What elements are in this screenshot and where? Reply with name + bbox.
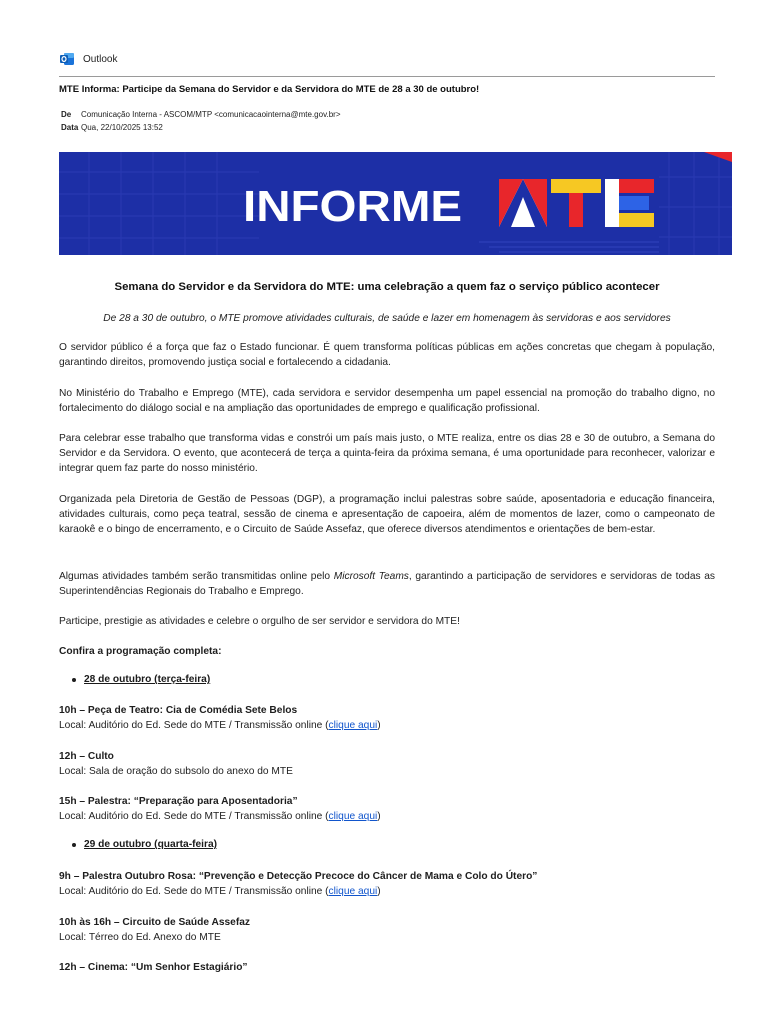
paragraph-3: Para celebrar esse trabalho que transforma vidas e constrói um país mais justo, o MTE realiza, entre os dias 28 e 30 de outubro, a Semana do Servidor e da Servidora. O evento, que acontecerá de terça a quinta-feira da próxima semana, é uma oportunidade para reconhecer, valorizar e integrar quem faz parte do nosso ministério. — [59, 433, 715, 474]
event-item — [59, 869, 537, 899]
day-1-label: 28 de outubro (terça-feira) — [84, 674, 211, 685]
paragraph-6: Participe, prestigie as atividades e celebre o orgulho de ser servidor e servidora do MTE! — [59, 616, 460, 627]
date-value: Qua, 22/10/2025 13:52 — [81, 123, 163, 132]
event-item — [59, 915, 250, 945]
event-location: Local: Sala de oração do subsolo do anexo do MTE — [59, 766, 293, 777]
paragraph-1: O servidor público é a força que faz o Estado funcionar. É quem transforma políticas públicas em ações concretas que chegam à população, garantindo direitos, promovendo justiça social e fortalecendo a cidadania. — [59, 342, 715, 368]
event-item — [59, 794, 381, 824]
paragraph-5-end: , garantindo a participação de servidores e servidoras de todas as Superintendências Regionais do Trabalho e Emprego. — [59, 571, 715, 597]
day-1-heading — [72, 674, 210, 685]
day-2-label: 29 de outubro (quarta-feira) — [84, 839, 218, 850]
stream-link[interactable]: clique aqui — [328, 720, 378, 731]
event-title: 10h – Peça de Teatro: Cia de Comédia Sete Belos — [59, 705, 298, 716]
event-location-close: ) — [377, 720, 381, 731]
from-label: De — [61, 110, 72, 119]
event-title: 12h – Cinema: “Um Senhor Estagiário” — [59, 962, 248, 973]
app-header — [59, 49, 117, 69]
event-title: 9h – Palestra Outubro Rosa: “Prevenção e Detecção Precoce do Câncer de Mama e Colo do Útero” — [59, 871, 538, 882]
teams-mention: Microsoft Teams — [333, 571, 409, 582]
event-item — [59, 960, 248, 975]
event-title: 15h – Palestra: “Preparação para Aposentadoria” — [59, 796, 298, 807]
bullet-icon — [72, 678, 76, 682]
banner-corner-accent — [704, 152, 732, 162]
header-divider — [59, 76, 715, 77]
paragraph-4: Organizada pela Diretoria de Gestão de Pessoas (DGP), a programação inclui palestras sobre saúde, aposentadoria e educação financeira, atividades culturais, como peça teatral, sessão de cinema e apresentação de capoeira, além de momentos de lazer, como o campeonato de karaokê e o bingo de encerramento, e o Circuito de Saúde Assefaz, que oferece diversos atendimentos e orientações de bem-estar. — [59, 494, 715, 535]
event-title: 10h às 16h – Circuito de Saúde Assefaz — [59, 917, 250, 928]
paragraph-5-start: Algumas atividades também serão transmitidas online pelo — [59, 571, 334, 582]
paragraph-5 — [59, 569, 715, 599]
bullet-icon — [72, 843, 76, 847]
date-row — [61, 123, 163, 132]
event-title: 12h – Culto — [59, 751, 114, 762]
paragraph-2: No Ministério do Trabalho e Emprego (MTE), cada servidora e servidor desempenha um papel essencial na promoção do trabalho digno, no fortalecimento do diálogo social e na ampliação das oportunidades de emprego e qualificação profissional. — [59, 388, 715, 414]
stream-link[interactable]: clique aqui — [328, 886, 378, 897]
informe-banner — [59, 152, 732, 255]
date-label: Data — [61, 123, 79, 132]
email-subject: MTE Informa: Participe da Semana do Servidor e da Servidora do MTE de 28 a 30 de outubro! — [59, 84, 480, 95]
day-2-heading — [72, 839, 217, 850]
from-value[interactable]: Comunicação Interna - ASCOM/MTP <comunicacaointerna@mte.gov.br> — [81, 110, 341, 119]
event-location: Local: Térreo do Ed. Anexo do MTE — [59, 932, 221, 943]
event-location: Local: Auditório do Ed. Sede do MTE / Transmissão online ( — [59, 720, 329, 731]
article-headline: Semana do Servidor e da Servidora do MTE: uma celebração a quem faz o serviço público acontecer — [114, 281, 660, 293]
program-heading: Confira a programação completa: — [59, 646, 222, 657]
stream-link[interactable]: clique aqui — [328, 811, 378, 822]
event-location: Local: Auditório do Ed. Sede do MTE / Transmissão online ( — [59, 811, 329, 822]
mte-logo — [499, 179, 654, 227]
banner-title: INFORME — [243, 182, 463, 231]
event-item — [59, 703, 381, 733]
app-name: Outlook — [83, 53, 118, 65]
article-subheadline: De 28 a 30 de outubro, o MTE promove atividades culturais, de saúde e lazer em homenagem às servidoras e aos servidores — [103, 313, 671, 324]
outlook-icon — [59, 51, 75, 67]
event-item — [59, 749, 293, 779]
event-location-close: ) — [377, 886, 381, 897]
event-location: Local: Auditório do Ed. Sede do MTE / Transmissão online ( — [59, 886, 329, 897]
from-row — [61, 110, 341, 119]
event-location-close: ) — [377, 811, 381, 822]
